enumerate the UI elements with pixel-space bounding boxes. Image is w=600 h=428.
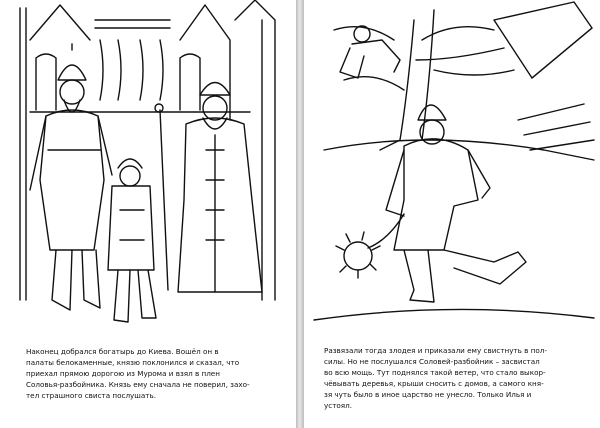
text-line: зя чуть было в иное царство не унесло. Только Илья и [324, 390, 532, 399]
whistling-wind-coloring-drawing [304, 0, 600, 330]
book-gutter [296, 0, 304, 428]
left-page-text [26, 346, 276, 401]
right-page [304, 0, 600, 428]
text-line: чёвывать деревья, крыши сносить с домов, а самого кня- [324, 379, 544, 388]
text-line: силы. Но не послушался Соловей-разбойник – засвистал [324, 357, 540, 366]
text-line: приехал прямою дорогою из Мурома и взял в плен [26, 369, 220, 378]
left-page [0, 0, 296, 428]
bogatyr-and-prince-coloring-drawing [0, 0, 296, 330]
left-illustration [0, 0, 296, 330]
text-line: устоял. [324, 401, 352, 410]
text-line: тел страшного свиста послушать. [26, 391, 156, 400]
text-line: Соловья-разбойника. Князь ему сначала не поверил, захо- [26, 380, 250, 389]
text-line: Развязали тогда злодея и приказали ему свистнуть в пол- [324, 346, 547, 355]
right-page-text [324, 345, 586, 411]
text-line: Наконец добрался богатырь до Киева. Вошёл он в [26, 347, 219, 356]
right-illustration [304, 0, 600, 330]
text-line: во всю мощь. Тут поднялся такой ветер, что стало выкор- [324, 368, 546, 377]
text-line: палаты белокаменные, князю поклонился и сказал, что [26, 358, 240, 367]
